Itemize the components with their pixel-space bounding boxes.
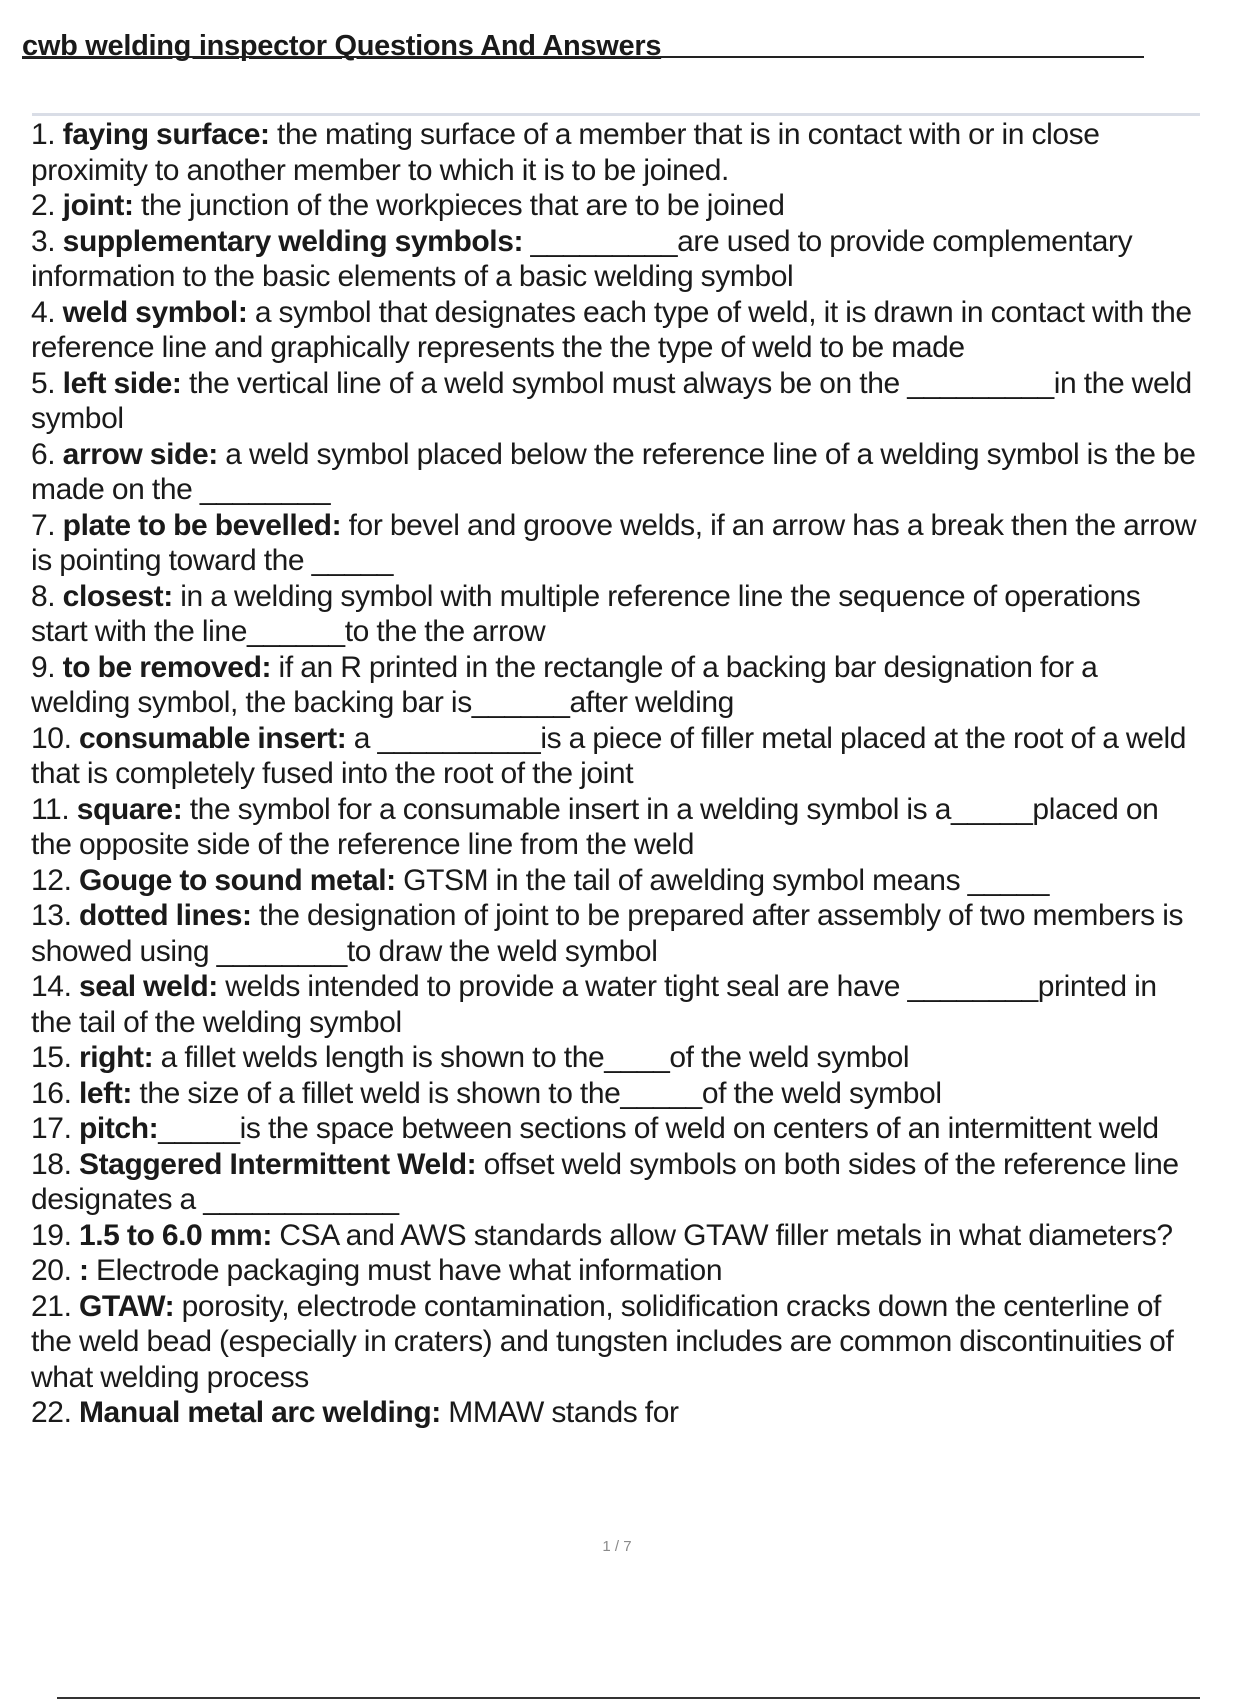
qa-term: dotted lines: (78, 899, 252, 932)
qa-number: 14. (31, 970, 72, 1003)
header-separator (32, 113, 1200, 116)
qa-term: Gouge to sound metal: (78, 863, 396, 897)
qa-item (31, 117, 1200, 188)
qa-definition: a fillet welds length is shown to the____of the weld symbol (153, 1041, 910, 1074)
qa-item (31, 366, 1200, 437)
qa-term: : (78, 1254, 89, 1287)
qa-term: weld symbol: (62, 295, 248, 329)
qa-term: faying surface: (62, 118, 270, 151)
qa-definition: the symbol for a consumable insert in a welding symbol is a_____placed on the opposite side of the reference line from the weld (31, 792, 1166, 861)
qa-term: plate to be bevelled: (62, 508, 342, 542)
qa-number: 16. (31, 1076, 72, 1110)
qa-item (31, 1076, 1200, 1112)
qa-number: 15. (31, 1041, 72, 1074)
qa-item (31, 1040, 1200, 1076)
qa-number: 13. (31, 899, 72, 932)
qa-term: supplementary welding symbols: (62, 224, 524, 258)
qa-definition: for bevel and groove welds, if an arrow has a break then the arrow is pointing toward the _____ (31, 508, 1204, 577)
page-number: 1 / 7 (602, 1538, 632, 1555)
qa-definition: the vertical line of a weld symbol must always be on the _________in the weld symbol (31, 366, 1200, 435)
footer-rule (57, 1697, 1200, 1699)
qa-item (31, 650, 1200, 721)
qa-term: Staggered Intermittent Weld: (78, 1147, 477, 1181)
qa-number: 3. (31, 224, 56, 258)
question-answer-list (31, 117, 1204, 1517)
qa-definition: the designation of joint to be prepared after assembly of two members is showed using ________to draw the weld symbol (31, 899, 1191, 968)
qa-number: 8. (31, 579, 56, 613)
qa-item (31, 863, 1200, 899)
qa-term: pitch: (78, 1112, 159, 1145)
qa-item (31, 224, 1200, 295)
qa-definition: MMAW stands for (440, 1396, 679, 1429)
qa-definition: _____is the space between sections of weld on centers of an intermittent weld (158, 1112, 1159, 1145)
qa-definition: in a welding symbol with multiple reference line the sequence of operations start with the line______to the the arrow (31, 579, 1148, 648)
qa-item (31, 1218, 1200, 1254)
qa-definition: offset weld symbols on both sides of the reference line designates a ____________ (31, 1147, 1187, 1216)
qa-item (31, 1111, 1200, 1147)
qa-number: 19. (31, 1218, 72, 1252)
qa-term: square: (76, 792, 183, 826)
qa-item (31, 969, 1200, 1040)
qa-item (31, 295, 1200, 366)
qa-term: Manual metal arc welding: (78, 1396, 441, 1429)
title-underline-rule (22, 56, 1144, 58)
qa-item (31, 1395, 1200, 1431)
qa-definition: the junction of the workpieces that are to be joined (133, 189, 785, 222)
document-title: cwb welding inspector Questions And Answers (22, 30, 662, 62)
qa-number: 6. (31, 437, 56, 471)
qa-item (31, 508, 1204, 579)
qa-definition: porosity, electrode contamination, solidification cracks down the centerline of the weld bead (especially in craters) and tungsten includes are common discontinuities of what welding process (31, 1289, 1181, 1394)
qa-term: closest: (62, 579, 173, 613)
qa-term: 1.5 to 6.0 mm: (78, 1218, 272, 1252)
qa-number: 1. (31, 118, 56, 151)
qa-item (31, 792, 1200, 863)
qa-number: 9. (31, 650, 56, 684)
qa-number: 7. (31, 508, 56, 542)
qa-definition: a __________is a piece of filler metal placed at the root of a weld that is completely fused into the root of the joint (31, 721, 1194, 790)
qa-term: arrow side: (62, 437, 218, 471)
qa-number: 21. (31, 1289, 72, 1323)
qa-term: left side: (62, 366, 182, 400)
qa-item (31, 1147, 1200, 1218)
qa-definition: Electrode packaging must have what information (88, 1254, 723, 1287)
qa-number: 12. (31, 863, 72, 897)
qa-definition: a symbol that designates each type of weld, it is drawn in contact with the reference line and graphically represents the the type of weld to be made (31, 295, 1200, 364)
qa-definition: the size of a fillet weld is shown to the_____of the weld symbol (131, 1076, 942, 1110)
qa-item (31, 1289, 1200, 1396)
qa-definition: GTSM in the tail of awelding symbol means _____ (395, 863, 1050, 897)
qa-number: 4. (31, 295, 56, 329)
qa-term: joint: (62, 189, 134, 222)
qa-number: 17. (31, 1112, 72, 1145)
qa-item (31, 721, 1200, 792)
qa-item (31, 579, 1200, 650)
qa-definition: the mating surface of a member that is in contact with or in close proximity to another member to which it is to be joined. (31, 118, 1107, 187)
qa-item (31, 1253, 1200, 1289)
qa-definition: if an R printed in the rectangle of a backing bar designation for a welding symbol, the backing bar is______after welding (31, 650, 1105, 719)
qa-term: seal weld: (78, 970, 218, 1003)
qa-item (31, 188, 1200, 224)
qa-number: 2. (31, 189, 56, 222)
qa-item (31, 437, 1203, 508)
qa-number: 10. (31, 721, 72, 755)
qa-number: 5. (31, 366, 56, 400)
qa-number: 18. (31, 1147, 72, 1181)
qa-term: GTAW: (78, 1289, 175, 1323)
qa-definition: a weld symbol placed below the reference line of a welding symbol is the be made on the ________ (31, 437, 1203, 506)
qa-definition: CSA and AWS standards allow GTAW filler metals in what diameters? (271, 1218, 1173, 1252)
qa-number: 22. (31, 1396, 72, 1429)
qa-definition: _________are used to provide complementary information to the basic elements of a basic welding symbol (31, 224, 1140, 293)
qa-term: consumable insert: (78, 721, 347, 755)
qa-term: right: (78, 1041, 154, 1074)
qa-term: to be removed: (62, 650, 272, 684)
qa-number: 20. (31, 1254, 72, 1287)
qa-definition: welds intended to provide a water tight seal are have ________printed in the tail of the welding symbol (31, 970, 1165, 1039)
qa-item (31, 898, 1200, 969)
qa-number: 11. (31, 792, 70, 826)
qa-term: left: (78, 1076, 132, 1110)
